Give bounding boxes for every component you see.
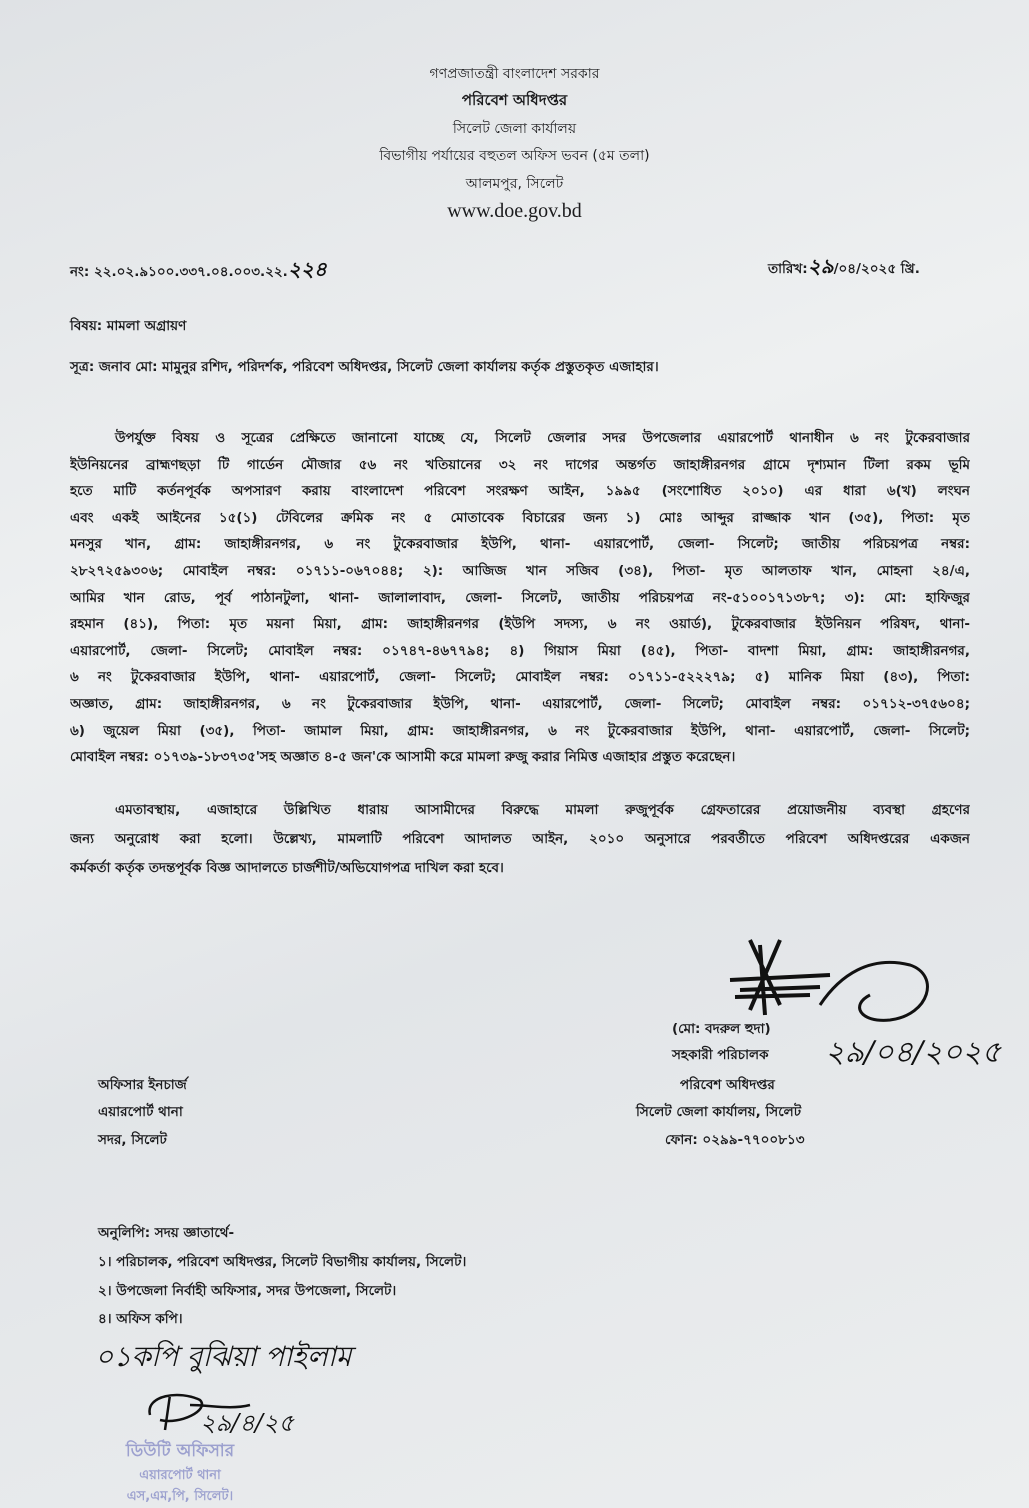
paragraph-line: মোবাইল নম্বর: ০১৭৩৯-১৮৩৭৩৫'সহ অজ্ঞাত ৪-৫ জন'কে আসামী করে মামলা রুজু করার নিমিত্ত এজাহার প্রস্তুত করেছেন। (70, 749, 736, 766)
signatory-designation: সহকারী পরিচালক (672, 1047, 769, 1063)
paragraph-line: এমতাবস্থায়, এজাহারে উল্লিখিত ধারায় আসামীদের বিরুদ্ধে মামলা রুজুপূর্বক গ্রেফতারের প্রয়োজনীয় ব্যবস্থা গ্রহণের (115, 802, 970, 818)
building-name: বিভাগীয় পর্যায়ের বহুতল অফিস ভবন (৫ম তলা) (379, 148, 650, 164)
copy-item-2: ২। উপজেলা নির্বাহী অফিসার, সদর উপজেলা, সিলেট। (98, 1283, 397, 1299)
paragraph-line: ইউনিয়নের ব্রাহ্মণছড়া টি গার্ডেন মৌজার ৫৬ নং খতিয়ানের ৩২ নং দাগের অন্তর্গত জাহাঙ্গীরনগর গ্রামে দৃশ্যমান টিলা রকম ভূমি (70, 456, 970, 473)
signatory-department: পরিবেশ অধিদপ্তর (680, 1077, 775, 1093)
signatory-office: সিলেট জেলা কার্যালয়, সিলেট (636, 1104, 802, 1120)
paragraph-line: হতে মাটি কর্তনপূর্বক অপসারণ করায় বাংলাদেশ পরিবেশ সংরক্ষণ আইন, ১৯৯৫ (সংশোধিত ২০১০) এর ধারা ৬(খ) লংঘন (70, 483, 970, 500)
subject: বিষয়: মামলা অগ্রায়ণ (70, 318, 187, 334)
department-name: পরিবেশ অধিদপ্তর (461, 91, 568, 109)
paragraph-line: ৬ নং টুকেরবাজার ইউপি, থানা- এয়ারপোর্ট, জেলা- সিলেট; মোবাইল নম্বর: ০১৭১১-৫২২২৭৯; ৫) মানিক মিয়া (৪৩), পিতা: (70, 669, 970, 686)
signatory-name: (মো: বদরুল হুদা) (672, 1021, 771, 1037)
date-rest: /০৪/২০২৫ খ্রি. (833, 261, 920, 277)
memo-number (70, 255, 327, 288)
paragraph-line: অজ্ঞাত, গ্রাম: জাহাঙ্গীরনগর, ৬ নং টুকেরবাজার ইউপি, থানা- এয়ারপোর্ট, জেলা- সিলেট; মোবাইল নম্বর: ০১৭১২-৩৭৫৬০৪; (70, 696, 970, 712)
copy-item-1: ১। পরিচালক, পরিবেশ অধিদপ্তর, সিলেট বিভাগীয় কার্যালয়, সিলেট। (98, 1254, 467, 1270)
paragraph-line: কর্মকর্তা কর্তৃক তদন্তপূর্বক বিজ্ঞ আদালতে চার্জশীট/অভিযোগপত্র দাখিল করা হবে। (70, 860, 504, 876)
address: আলমপুর, সিলেট (465, 176, 564, 192)
paragraph-line: এয়ারপোর্ট, জেলা- সিলেট; মোবাইল নম্বর: ০১৭৪৭-৪৬৭৭৯৪; ৪) গিয়াস মিয়া (৪৫), পিতা- বাদশা মিয়া, গ্রাম: জাহাঙ্গীরনগর, (70, 642, 970, 659)
copy-title: অনুলিপি: সদয় জ্ঞাতার্থে- (98, 1225, 235, 1241)
paragraph-line: এবং একই আইনের ১৫(১) টেবিলের ক্রমিক নং ৫ মোতাবেক বিচারের জন্য ১) মোঃ আব্দুর রাজ্জাক খান (৩৫), পিতা: মৃত (70, 509, 970, 526)
police-stamp (80, 1438, 280, 1508)
stamp-line-1: ডিউটি অফিসার (125, 1441, 235, 1461)
paragraph-line: উপর্যুক্ত বিষয় ও সূত্রের প্রেক্ষিতে জানানো যাচ্ছে যে, সিলেট জেলার সদর উপজেলার এয়ারপোর্ট থানাধীন ৬ নং টুকেরবাজার (115, 430, 970, 446)
reference: সূত্র: জনাব মো: মামুনুর রশিদ, পরিদর্শক, পরিবেশ অধিদপ্তর, সিলেট জেলা কার্যালয় কর্তৃক প্রস্তুতকৃত এজাহার। (70, 359, 659, 375)
signature-date: ২৯/০৪/২০২৫ (825, 1035, 1002, 1070)
paragraph-line: ২৮২৭২৫৯৩০৬; মোবাইল নম্বর: ০১৭১১-০৬৭০৪৪; ২): আজিজ খান সজিব (৩৪), পিতা- মৃত আলতাফ খান, মোহনা ২৪/এ, (70, 563, 970, 579)
memo-number-text: নং: ২২.০২.৯১০০.৩৩৭.০৪.০০৩.২২. (70, 264, 288, 280)
paragraph-line: ৬) জুয়েল মিয়া (৩৫), পিতা- জামাল মিয়া, গ্রাম: জাহাঙ্গীরনগর, ৬ নং টুকেরবাজার ইউপি, থানা- এয়ারপোর্ট, জেলা- সিলেট; (70, 722, 970, 739)
receipt-note: ০১কপি বুঝিয়া পাইলাম (95, 1340, 352, 1373)
memo-number-handwritten: ২২৪ (287, 257, 327, 281)
receipt-date: ২৯/৪/২৫ (200, 1409, 295, 1437)
paragraph-line: জন্য অনুরোধ করা হলো। উল্লেখ্য, মামলাটি পরিবেশ আদালত আইন, ২০১০ অনুসারে পরবর্তীতে পরিবেশ অধিদপ্তরের একজন (70, 831, 970, 847)
signature (670, 935, 970, 1025)
stamp-line-3: এস,এম,পি, সিলেট। (126, 1489, 234, 1504)
date-handwritten: ২৯ (807, 254, 834, 278)
website: www.doe.gov.bd (447, 200, 582, 222)
office-name: সিলেট জেলা কার্যালয় (452, 121, 577, 137)
memo-date (768, 252, 920, 285)
recipient-line-3: সদর, সিলেট (98, 1132, 167, 1148)
recipient-line-1: অফিসার ইনচার্জ (98, 1077, 187, 1093)
govt-name: গণপ্রজাতন্ত্রী বাংলাদেশ সরকার (429, 66, 600, 82)
recipient-line-2: এয়ারপোর্ট থানা (98, 1104, 183, 1120)
paragraph-line: রহমান (৪১), পিতা: মৃত ময়না মিয়া, গ্রাম: জাহাঙ্গীরনগর (ইউপি সদস্য, ৬ নং ওয়ার্ড), টুকেরবাজার ইউনিয়ন পরিষদ, থানা- (70, 616, 970, 633)
paragraph-line: মনসুর খান, গ্রাম: জাহাঙ্গীরনগর, ৬ নং টুকেরবাজার ইউপি, থানা- এয়ারপোর্ট, জেলা- সিলেট; জাতীয় পরিচয়পত্র নম্বর: (70, 536, 970, 553)
copy-item-3: ৪। অফিস কপি। (98, 1311, 183, 1327)
stamp-line-2: এয়ারপোর্ট থানা (139, 1468, 221, 1483)
signatory-phone: ফোন: ০২৯৯-৭৭০০৮১৩ (665, 1132, 805, 1148)
date-label: তারিখ: (768, 261, 808, 277)
paragraph-line: আমির খান রোড, পূর্ব পাঠানটুলা, থানা- জালালাবাদ, জেলা- সিলেট, জাতীয় পরিচয়পত্র নং-৫১০০১৭১৩৮৭; ৩): মো: হাফিজুর (70, 589, 970, 606)
